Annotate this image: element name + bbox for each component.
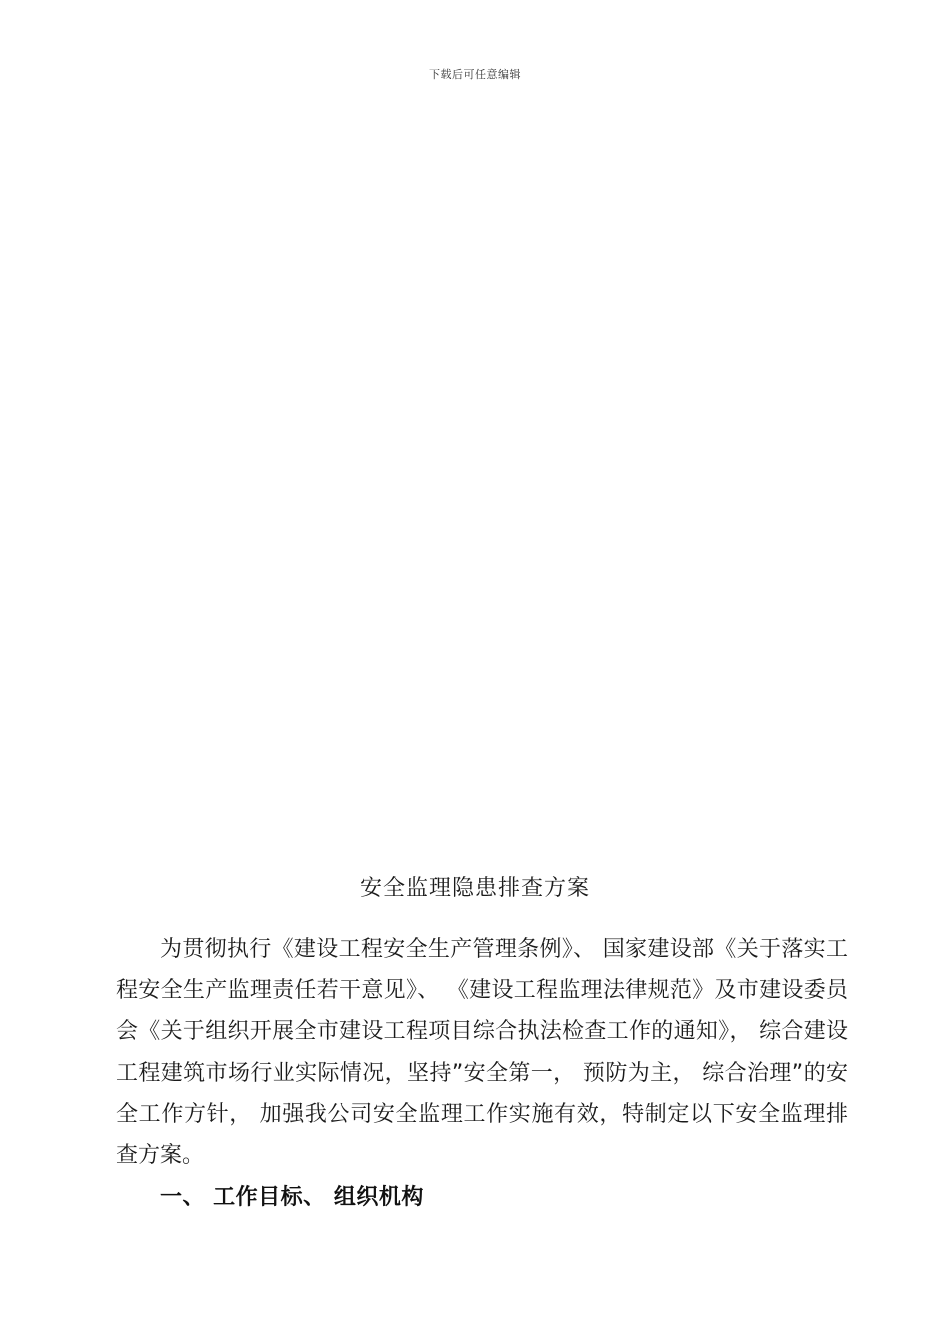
document-body (116, 929, 848, 1176)
intro-paragraph: 为贯彻执行《建设工程安全生产管理条例》、 国家建设部《关于落实工程安全生产监理责任若干意见》、 《建设工程监理法律规范》及市建设委员会《关于组织开展全市建设工程项目综合执法检查工作的通知》， 综合建设工程建筑市场行业实际情况，坚持”安全第一， 预防为主， 综合治理”的安全工作方针， 加强我公司安全监理工作实施有效，特制定以下安全监理排查方案。 (116, 937, 848, 1169)
section-heading: 一、 工作目标、 组织机构 (160, 1185, 424, 1210)
document-title: 安全监理隐患排查方案 (359, 876, 590, 901)
page-header-note: 下载后可任意编辑 (429, 68, 521, 81)
